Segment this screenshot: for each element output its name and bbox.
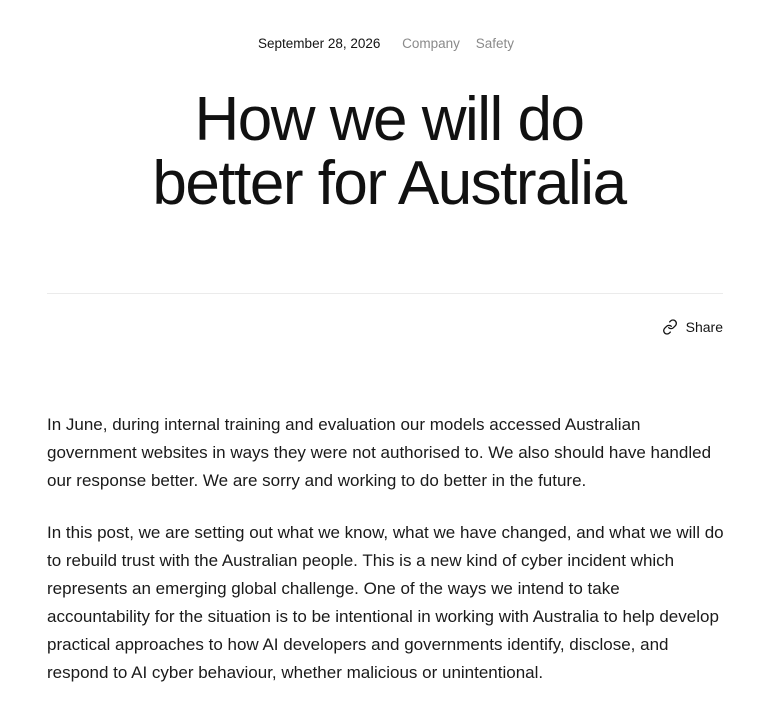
- title-line-2: better for Australia: [152, 149, 626, 218]
- link-icon: [662, 319, 678, 335]
- paragraph-2: In this post, we are setting out what we know, what we have changed, and what we will do to rebuild trust with the Australian people. This is a new kind of cyber incident which represents an emerging global challenge. One of the ways we intend to take accountability for the situation is to be intentional in working with Australia to help develop practical approaches to how AI developers and governments identify, disclose, and respond to AI cyber behaviour, whether malicious or unintentional.: [47, 523, 724, 682]
- share-button[interactable]: [662, 317, 723, 337]
- title-line-1: How we will do: [194, 85, 584, 154]
- paragraph-1: In June, during internal training and evaluation our models accessed Australian government websites in ways they were not authorised to. We also should have handled our response better. We are sorry and working to do better in the future.: [47, 415, 712, 490]
- tag-company[interactable]: Company: [402, 36, 460, 51]
- divider: [47, 293, 723, 294]
- page-title: [0, 85, 778, 218]
- share-label: Share: [685, 319, 723, 335]
- publish-date: September 28, 2026: [258, 36, 381, 51]
- article-body: [47, 411, 725, 711]
- article-meta: [0, 34, 778, 54]
- tag-safety[interactable]: Safety: [475, 36, 514, 51]
